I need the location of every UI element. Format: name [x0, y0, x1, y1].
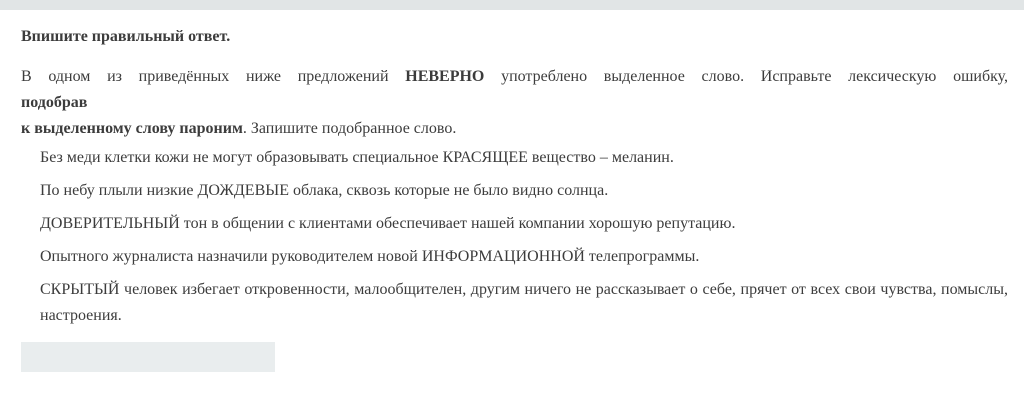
prompt-heading: Впишите правильный ответ. [21, 28, 231, 45]
answer-input[interactable] [21, 342, 275, 372]
sentence-item: СКРЫТЫЙ человек избегает откровенности, малообщителен, другим ничего не рассказывает о себе, прячет от всех свои чувства, помыслы, настроения. [40, 281, 1008, 324]
sentence-item: Без меди клетки кожи не могут образовывать специальное КРАСЯЩЕЕ вещество – меланин. [40, 149, 674, 166]
instruction-segment: употреблено выделенное слово. Исправьте лексическую ошибку, [501, 68, 1009, 85]
instruction-line-2 [21, 90, 1008, 116]
top-divider-bar [0, 0, 1024, 10]
instruction-line-1 [21, 64, 1008, 90]
question-container [0, 28, 1024, 372]
sentence-item: Опытного журналиста назначили руководителем новой ИНФОРМАЦИОННОЙ телепрограммы. [40, 248, 700, 265]
instruction-highlight-podobrav: подобрав [21, 94, 88, 111]
instruction-segment: В одном из приведённых ниже предложений [21, 68, 389, 85]
instruction-line-3 [21, 116, 1008, 142]
instruction-segment: . Запишите подобранное слово. [242, 120, 457, 137]
sentence-item: ДОВЕРИТЕЛЬНЫЙ тон в общении с клиентами обеспечивает нашей компании хорошую репутацию. [40, 215, 736, 232]
sentence-list [21, 145, 1008, 329]
task-instruction [21, 64, 1008, 142]
sentence-item: По небу плыли низкие ДОЖДЕВЫЕ облака, сквозь которые не было видно солнца. [40, 182, 609, 199]
instruction-highlight-paronim: к выделенному слову пароним [21, 120, 243, 137]
instruction-highlight-neverno: НЕВЕРНО [405, 68, 485, 85]
